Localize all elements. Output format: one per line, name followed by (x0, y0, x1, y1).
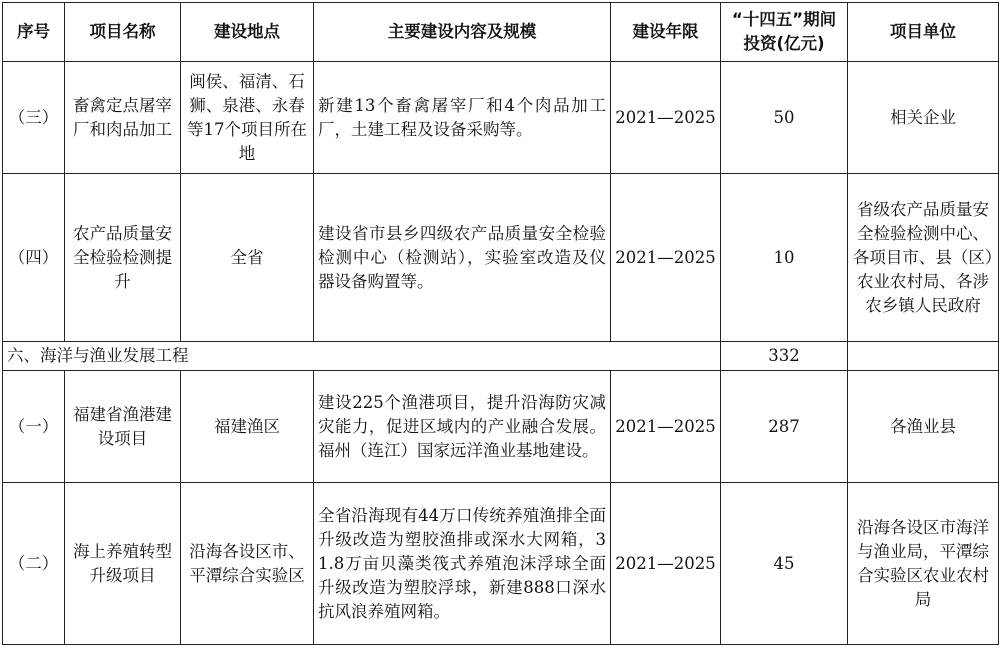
row-content: 新建13个畜禽屠宰厂和4个肉品加工厂，土建工程及设备采购等。 (314, 62, 611, 174)
table-row (3, 483, 999, 645)
row-name: 畜禽定点屠宰厂和肉品加工 (65, 62, 181, 174)
section-investment: 332 (721, 342, 848, 371)
table-row (3, 371, 999, 483)
table-row (3, 62, 999, 174)
row-investment: 45 (721, 483, 848, 645)
row-unit: 沿海各设区市海洋与渔业局，平潭综合实验区农业农村局 (848, 483, 999, 645)
row-content: 建设省市县乡四级农产品质量安全检验检测中心（检测站），实验室改造及仪器设备购置等。 (314, 174, 611, 342)
section-title: 六、海洋与渔业发展工程 (3, 342, 721, 371)
row-content: 建设225个渔港项目，提升沿海防灾减灾能力，促进区域内的产业融合发展。福州（连江）国家远洋渔业基地建设。 (314, 371, 611, 483)
row-years: 2021—2025 (611, 483, 721, 645)
row-years: 2021—2025 (611, 371, 721, 483)
row-investment: 287 (721, 371, 848, 483)
row-location: 闽侯、福清、石狮、泉港、永春等17个项目所在地 (181, 62, 314, 174)
table-row (3, 174, 999, 342)
row-name: 福建省渔港建设项目 (65, 371, 181, 483)
row-years: 2021—2025 (611, 174, 721, 342)
row-investment: 10 (721, 174, 848, 342)
row-unit: 各渔业县 (848, 371, 999, 483)
row-no: （二） (3, 483, 65, 645)
row-location: 福建渔区 (181, 371, 314, 483)
header-investment: “十四五”期间投资(亿元) (721, 3, 848, 62)
header-unit: 项目单位 (848, 3, 999, 62)
row-location: 全省 (181, 174, 314, 342)
row-unit: 省级农产品质量安全检验检测中心、各项目市、县（区）农业农村局、各涉农乡镇人民政府 (848, 174, 999, 342)
row-name: 海上养殖转型升级项目 (65, 483, 181, 645)
header-row (3, 3, 999, 62)
row-content: 全省沿海现有44万口传统养殖渔排全面升级改造为塑胶渔排或深水大网箱，31.8万亩贝藻类筏式养殖泡沫浮球全面升级改造为塑胶浮球，新建888口深水抗风浪养殖网箱。 (314, 483, 611, 645)
row-unit: 相关企业 (848, 62, 999, 174)
header-name: 项目名称 (65, 3, 181, 62)
header-content: 主要建设内容及规模 (314, 3, 611, 62)
project-table (2, 2, 999, 645)
row-investment: 50 (721, 62, 848, 174)
row-no: （四） (3, 174, 65, 342)
row-years: 2021—2025 (611, 62, 721, 174)
row-no: （一） (3, 371, 65, 483)
row-name: 农产品质量安全检验检测提升 (65, 174, 181, 342)
row-no: （三） (3, 62, 65, 174)
header-location: 建设地点 (181, 3, 314, 62)
row-location: 沿海各设区市、平潭综合实验区 (181, 483, 314, 645)
header-years: 建设年限 (611, 3, 721, 62)
header-no: 序号 (3, 3, 65, 62)
section-unit-empty (848, 342, 999, 371)
section-row (3, 342, 999, 371)
